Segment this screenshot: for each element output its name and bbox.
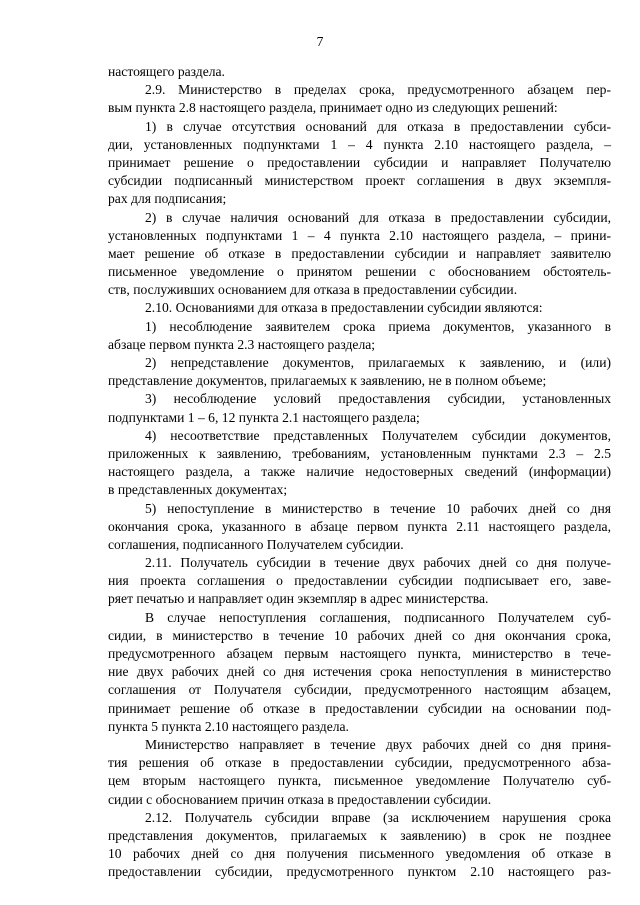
text-line: 2) непредставление документов, прилагаемых к заявлению, и (или) xyxy=(145,355,611,370)
text-line: 10 рабочих дней со дня получения письменного уведомления об отказе в xyxy=(108,846,611,862)
text-line: принимает решение о предоставлении субсидии и направляет Получателю xyxy=(108,154,611,170)
text-line: соглашения от Получателя субсидии, предусмотренного настоящим абзацем, xyxy=(108,682,611,698)
text-line: ние двух рабочих дней со дня истечения срока непоступления в министерство xyxy=(108,664,611,680)
text-line: ств, послуживших основанием для отказа в предоставлении субсидии. xyxy=(108,282,518,298)
text-line: представление документов, прилагаемых к заявлению, не в полном объеме; xyxy=(108,373,547,389)
text-line: приложенных к заявлению, требованиям, установленным пунктами 2.3 – 2.5 xyxy=(108,445,611,461)
text-line: рах для подписания; xyxy=(108,191,227,207)
text-line: 4) несоответствие представленных Получателем субсидии документов, xyxy=(145,427,611,443)
text-line: соглашения, подписанного Получателем субсидии. xyxy=(108,536,404,552)
text-line: абзаце первом пункта 2.3 настоящего раздела; xyxy=(108,336,376,352)
text-line: подпунктами 1 – 6, 12 пункта 2.1 настоящего раздела; xyxy=(108,409,420,425)
text-line: настоящего раздела, а также наличие недостоверных сведений (информации) xyxy=(108,464,611,480)
text-line: представления документов, прилагаемых к заявлению) в срок не позднее xyxy=(108,827,611,843)
text-line: дии, установленных подпунктами 1 – 4 пункта 2.10 настоящего раздела, – xyxy=(108,136,611,152)
text-line: письменное уведомление о принятом решении с обоснованием обстоятель- xyxy=(108,264,611,280)
text-line: цем вторым настоящего пункта, письменное уведомление Получателю суб- xyxy=(108,773,611,789)
text-line: сидии с обоснованием причин отказа в предоставлении субсидии. xyxy=(108,791,492,807)
text-line: окончания срока, указанного в абзаце первом пункта 2.11 настоящего раздела, xyxy=(108,518,611,534)
text-line: настоящего раздела. xyxy=(108,64,225,79)
text-line: принимает решение об отказе в предоставлении субсидии на основании под- xyxy=(108,700,611,716)
text-line: В случае непоступления соглашения, подписанного Получателем суб- xyxy=(145,609,611,625)
text-line: ния проекта соглашения о предоставлении субсидии подписывает его, заве- xyxy=(108,573,611,589)
text-line: 2.12. Получатель субсидии вправе (за исключением нарушения срока xyxy=(145,809,611,825)
text-line: 1) несоблюдение заявителем срока приема документов, указанного в xyxy=(145,318,611,334)
text-line: сидии, в министерство в течение 10 рабочих дней со дня окончания срока, xyxy=(108,627,611,643)
text-line: тия решения об отказе в предоставлении субсидии, предусмотренного абза- xyxy=(108,755,611,771)
text-line: установленных подпунктами 1 – 4 пункта 2.10 настоящего раздела, – прини- xyxy=(108,227,611,243)
text-line: вым пункта 2.8 настоящего раздела, принимает одно из следующих решений: xyxy=(108,100,558,116)
text-line: предусмотренного абзацем первым настоящего пункта, министерство в тече- xyxy=(108,646,611,661)
text-line: в представленных документах; xyxy=(108,482,288,498)
text-line: Министерство направляет в течение двух рабочих дней со дня приня- xyxy=(145,736,611,752)
text-line: ряет печатью и направляет один экземпляр в адрес министерства. xyxy=(108,591,489,607)
text-line: 2) в случае наличия оснований для отказа в предоставлении субсидии, xyxy=(145,209,611,225)
text-line: 3) несоблюдение условий предоставления субсидии, установленных xyxy=(145,391,611,407)
text-line: 5) непоступление в министерство в течение 10 рабочих дней со дня xyxy=(145,500,611,516)
text-line: 2.9. Министерство в пределах срока, предусмотренного абзацем пер- xyxy=(145,82,611,98)
text-line: предоставлении субсидии, предусмотренного пунктом 2.10 настоящего раз- xyxy=(108,864,611,880)
text-line: 1) в случае отсутствия оснований для отказа в предоставлении субси- xyxy=(145,118,611,134)
text-line: 2.10. Основаниями для отказа в предоставлении субсидии являются: xyxy=(145,300,543,316)
page-number: 7 xyxy=(316,34,324,49)
text-line: пункта 5 пункта 2.10 настоящего раздела. xyxy=(108,718,349,734)
text-line: мает решение об отказе в предоставлении субсидии и направляет заявителю xyxy=(108,245,611,261)
text-line: субсидии подписанный министерством проект соглашения в двух экземпля- xyxy=(108,173,611,189)
text-line: 2.11. Получатель субсидии в течение двух рабочих дней со дня получе- xyxy=(145,555,611,571)
document-body xyxy=(108,63,611,881)
